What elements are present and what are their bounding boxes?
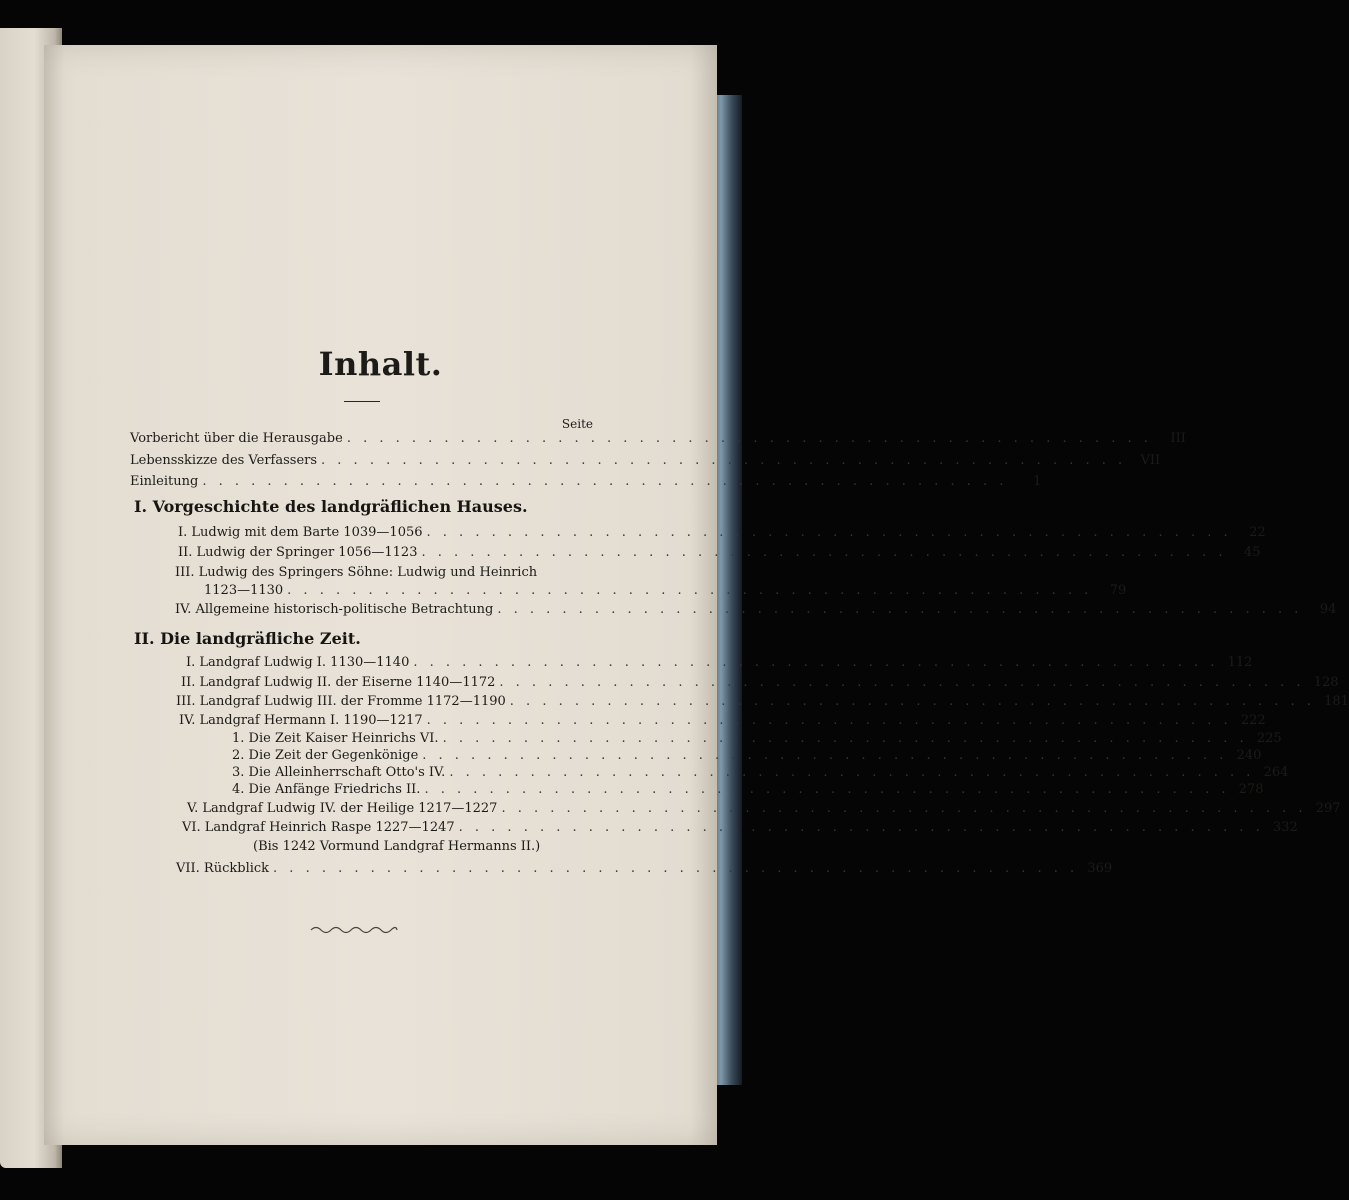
toc-entry: 3. Die Alleinherrschaft Otto's IV. . . . . . . . . . . . . . . . . . . . . . . . . . . . . . . . . . . . . . . . . . . . . . . . . . . 264 (232, 765, 1289, 780)
decorative-ornament (309, 923, 399, 937)
toc-entry: I. Ludwig mit dem Barte 1039—1056 . . . . . . . . . . . . . . . . . . . . . . . . . . . . . . . . . . . . . . . . . . . . . . . . . . 22 (178, 525, 1266, 540)
toc-entry: IV. Allgemeine historisch-politische Betrachtung . . . . . . . . . . . . . . . . . . . . . . . . . . . . . . . . . . . . . . . . . . . . . . . . . . 94 (175, 602, 1337, 617)
table-of-contents (44, 45, 1349, 1145)
toc-entry: I. Landgraf Ludwig I. 1130—1140 . . . . . . . . . . . . . . . . . . . . . . . . . . . . . . . . . . . . . . . . . . . . . . . . . . 112 (186, 655, 1253, 670)
section-heading: II. Die landgräfliche Zeit. (134, 629, 361, 648)
section-heading: I. Vorgeschichte des landgräflichen Hauses. (134, 497, 528, 516)
toc-entry: 1123—1130 . . . . . . . . . . . . . . . . . . . . . . . . . . . . . . . . . . . . . . . . . . . . . . . . . . 79 (204, 583, 1127, 598)
toc-entry: VI. Landgraf Heinrich Raspe 1227—1247 . . . . . . . . . . . . . . . . . . . . . . . . . . . . . . . . . . . . . . . . . . . . . . . . . . 332 (182, 820, 1298, 835)
toc-entry: II. Ludwig der Springer 1056—1123 . . . . . . . . . . . . . . . . . . . . . . . . . . . . . . . . . . . . . . . . . . . . . . . . . . 45 (178, 545, 1261, 560)
toc-entry: III. Landgraf Ludwig III. der Fromme 1172—1190 . . . . . . . . . . . . . . . . . . . . . . . . . . . . . . . . . . . . . . . . . . . . . . . . . . 181 (176, 694, 1349, 709)
toc-entry: II. Landgraf Ludwig II. der Eiserne 1140—1172 . . . . . . . . . . . . . . . . . . . . . . . . . . . . . . . . . . . . . . . . . . . . . . . . . . 128 (181, 675, 1339, 690)
toc-entry: IV. Landgraf Hermann I. 1190—1217 . . . . . . . . . . . . . . . . . . . . . . . . . . . . . . . . . . . . . . . . . . . . . . . . . . 222 (179, 713, 1266, 728)
toc-note: (Bis 1242 Vormund Landgraf Hermanns II.) (253, 839, 541, 854)
seite-label: Seite (561, 417, 593, 431)
toc-entry: Vorbericht über die Herausgabe . . . . . . . . . . . . . . . . . . . . . . . . . . . . . . . . . . . . . . . . . . . . . . . . . . III (130, 431, 1186, 446)
toc-entry: V. Landgraf Ludwig IV. der Heilige 1217—1227 . . . . . . . . . . . . . . . . . . . . . . . . . . . . . . . . . . . . . . . . . . . . . . . . . . 297 (187, 801, 1341, 816)
toc-entry: III. Ludwig des Springers Söhne: Ludwig und Heinrich (175, 565, 538, 580)
toc-entry: Lebensskizze des Verfassers . . . . . . . . . . . . . . . . . . . . . . . . . . . . . . . . . . . . . . . . . . . . . . . . . . VII (130, 453, 1161, 468)
toc-entry: 4. Die Anfänge Friedrichs II. . . . . . . . . . . . . . . . . . . . . . . . . . . . . . . . . . . . . . . . . . . . . . . . . . . 278 (232, 782, 1264, 797)
page-title: Inhalt. (318, 345, 443, 383)
toc-entry: 1. Die Zeit Kaiser Heinrichs VI. . . . . . . . . . . . . . . . . . . . . . . . . . . . . . . . . . . . . . . . . . . . . . . . . . . 225 (232, 731, 1282, 746)
toc-entry: VII. Rückblick . . . . . . . . . . . . . . . . . . . . . . . . . . . . . . . . . . . . . . . . . . . . . . . . . . 369 (176, 861, 1113, 876)
book-page (44, 45, 1349, 1145)
toc-entry: 2. Die Zeit der Gegenkönige . . . . . . . . . . . . . . . . . . . . . . . . . . . . . . . . . . . . . . . . . . . . . . . . . . 240 (232, 748, 1262, 763)
toc-entry: Einleitung . . . . . . . . . . . . . . . . . . . . . . . . . . . . . . . . . . . . . . . . . . . . . . . . . . 1 (130, 474, 1042, 489)
